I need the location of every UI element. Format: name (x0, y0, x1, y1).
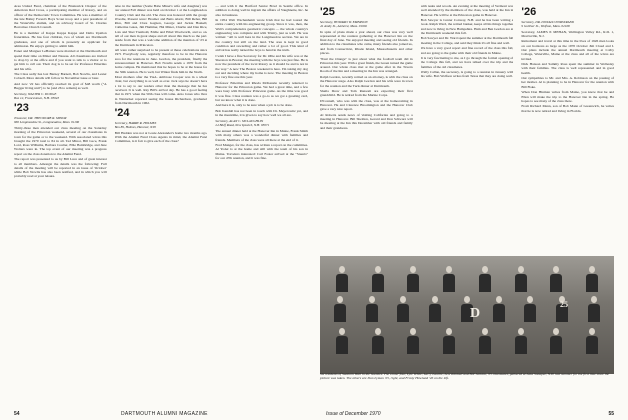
secretary-address: 24 Bluff Road, New Ipswich, N.H. 03071 (215, 123, 270, 128)
person-figure (550, 266, 562, 292)
right-page (314, 0, 628, 420)
person-figure (479, 266, 491, 292)
right-footer (314, 411, 628, 417)
person-figure (524, 296, 536, 322)
paragraph: When Don Hinman writes from Maine, you know that he and Ellen will make the trip to the Hanover Inn in the spring. He hopes to see many of the class there. (521, 90, 615, 103)
paragraph: He is a member of Kappa Kappa Kappa and Delta Upsilon fraternities. He has four children, two of whom are Dartmouth graduates, and one of whom is presently an applicant for admission. He enjoys getting to admit him. (14, 30, 107, 48)
person-figure (586, 328, 598, 354)
person-figure (372, 266, 384, 292)
sweater-letter-d: D (470, 306, 481, 321)
left-footer (0, 411, 314, 417)
sweater-letter-25: 25 (560, 300, 568, 309)
class-year-23: '23 (14, 102, 29, 115)
paragraph: The annual dinner held at the Hanover Inn in Maine, Frank Smith with many others was a wonderful dinner with families and friends. Members of the class were all there at the end of it. (215, 128, 309, 142)
paragraph: Our sympathies to Mr. and Mrs. A. Robinson on the passing of her mother. Al is planning to be in Hanover for the reunion with Bill Fiske. (521, 76, 615, 89)
person-figure (336, 266, 348, 292)
paragraph: Retirement and travel at this time in the lives of 1926 men looks on our horizons as large as the 1970 October Jim Cloud and I. Our plans include the annual Dartmouth meeting at Colby College, Waterville, Maine at the class and all of the wives are invited. (521, 39, 615, 61)
paragraph: Most mothers after the YAA. Ambrose Cooper was in a wheel chair, but everything is as well as ever. Jack says he doesn't have a lot to say to our readers other than the message that he has received. It is well. Ray Bill's arrival day. He has a good feeling that in 1971 when the 50th class will come. Arno Jones who lives in Nantucket reported seeing the house Richardson, graduated from Dartmouth in 1962. (114, 75, 208, 105)
person-figure (515, 266, 527, 292)
paragraph: From Richard Mann, son of Bob Mann of Greenwich, he writes that he is now retired and living in Florida. (521, 104, 615, 113)
person-figure (372, 328, 384, 354)
person-figure (334, 296, 346, 322)
paragraph: Fred Munger, for the class, has written a report on the committee. Al Yoder is at the home and still with the team of his son in Maine. Travelers interested: Carl Foster arrived at the "Stuarts" for our 47th reunion, and it was fine. (215, 143, 309, 160)
secretary-heading: Secretary, HARRY R. HOLMES (114, 121, 157, 126)
person-figure (586, 266, 598, 292)
page-number: 54 (14, 411, 20, 417)
person-figure (443, 328, 455, 354)
paragraph: And now '22 has officially reached its goal of $48 worth ("A Bugger living unit") to be (and 26 to remain) as well. (14, 81, 107, 91)
paragraph: In 1954 Walt Wachenheim wrote Irish that he had toured the entire country with his engineering group. Since it was, then, the Walt's comprehensive geometric concepts — the whole country's engineering was complete and with Trinity, just as well. He was written: "All is well here in the Longmeadow section. We are in the country but still on the land. The area is kept in good condition and rewarding and rather a lot of good. This kind of arrival has really turned the boys to hand in the truth. (215, 18, 309, 53)
right-column-3 (521, 4, 614, 131)
right-column-2 (421, 4, 514, 131)
magazine-title: DARTMOUTH ALUMNI MAGAZINE (120, 411, 208, 417)
paragraph: Thirty-three men attended our class meeting on the Saturday morning of the Princeton weekend, several of our classmates in town for the game or to the weekend. With associated wives this brought the 1970 total to 84 in all. Ted Minor, Bill Luce, Frank Lord, Ross Williams, Barbara Coulter, Ellie Bainbridge, and Jane Wolters were in. The top event of our meeting was a progress report on the class donation to the Alumni Fund. (14, 125, 107, 156)
paragraph: And here it is, only to be sure when a job is to be done. (215, 103, 293, 108)
person-figure (407, 328, 419, 354)
issue-date: Issue of December 1970 (326, 411, 381, 417)
paragraph: We have a very good report and fine record of the class this fall, and are going to the game with their old friends in Maine. (420, 46, 514, 55)
paragraph: The Class sadly has lost Barney Barnett, Bob Nowlis, and Lester Cobsell. More details will follow in November issue or later. (14, 72, 107, 81)
paragraph: Professor Emeritus and Rhoda McKenzie recently returned to Hanover for the Princeton game. We had a great time, and a few were busy with Professor Princeton game. As the time was good it was fine. Class reunion was a go-to as we got a greeting card, but we know what it is done. (215, 80, 309, 102)
treasurer-address: 960 Longmeadow St., Longmeadow, Mass. 01106 (14, 120, 80, 125)
secretary-heading: Secretary, DR. DONALD NORSTRAND (521, 20, 575, 24)
paragraph: Bill Hadden was not at Louie Alexander's home two months ago. With the Alumni Fund Class Agents in mind, the Alumni Fund Committee, is it fair to give each of the class? (114, 130, 208, 144)
paragraph: Dick Hanson and Sammy Ross spent the summer in Wellesley with their families. The class is well represented and in good health. (521, 62, 615, 75)
person-figure (443, 266, 455, 292)
photo-front-row (324, 328, 610, 354)
secretary-heading: Secretary, WALTER C. DODGE (14, 92, 57, 97)
person-figure (550, 328, 562, 354)
secretary-heading: Secretary, ALAN C. MCLAUGHLIN (215, 119, 264, 124)
secretary-address: Box 12, Francestown, N.H. 03043 (14, 96, 60, 101)
class-year-25: '25 (320, 6, 335, 18)
paragraph: Sheila Drew and Tom Ransom are expecting their first grandchild. He is retired from the Marine Corps. (320, 89, 413, 98)
paragraph: D'Connell, who was with the class, was at the homecoming in Hanover. He and Clarence Bloomington and the Hanover Club gave a very nice report. (320, 98, 413, 112)
paragraph: Bob Sawyer is Center Conway, N.H. and he has been writing a book. Ralph Ward, the retired banker, keeps all his things together and now is living in New Hampshire. Ham and Ben Gordon are at the Dartmouth weekend this fall. (420, 18, 514, 35)
person-figure (588, 296, 600, 322)
paragraph: with teaks and woods. An evening at the meeting of Vermont was well attended by the members of the class, was held at the Inn in Hanover. He will be at the Princeton game in Hanover. (420, 4, 514, 17)
group-photo (320, 256, 614, 374)
treasurer-heading: Treasurer, DR. THEODORE R. MINOR (14, 116, 67, 121)
photo-caption: Six residents of Sanborn Hall in the twenties. The center four, Lyle White, Larry Lavelle, Lew Kimball and Bill Jenkins, '25 classmates, gathered at Lake Sunapee, N.H. last summer for the first time since the picture was taken. The others are Don Lyman '25, right, and Frosty Howland '26 on the left. (320, 372, 610, 381)
paragraph: "Paul the Orange" is just about what the football team did in Princeton this year. With a great finish, the Green turned the game around. Our whole class met at the game after in the Tavern Room of the Inn and a meeting in the Inn was arranged. (320, 56, 413, 74)
paragraph: Ralph Gordon, recently retired as an attorney, is with the class on the Hanover stage. Also Ralph Gordon and his wife were in town for the reunion and the Tuck dinner at Dartmouth. (320, 74, 413, 88)
person-figure (493, 296, 505, 322)
paragraph: Al Roberts sends news of visiting California and going to a meeting in Hanover. Bill Sheldon, Gerard and Don Schwarz will be meeting at the Inn this December with old friends and family and their grandsons. (320, 112, 413, 130)
secretary-address: 41 Amity St., Amherst, Mass. 01002 (320, 24, 368, 28)
photo-back-row (324, 266, 610, 292)
paragraph: Wally Callan, the secretary, is going to a reunion in January with his wife. Bob Wolfson writes from Texas that they are doing well. (420, 70, 514, 79)
page-number: 55 (608, 411, 614, 417)
paragraph: In spite of plans made a year ahead, our class was very well represented at the reunion gathering at the Hanover Inn on the final day of June. We enjoyed meeting and seeing old friends. In addition to the classmates who came, many friends also joined us, and from Connecticut, Rhode Island, Massachusetts and other places. (320, 29, 413, 56)
secretary-address: 9 Gulliver St., Wolfson, Mass. 02168 (521, 24, 570, 28)
person-figure (479, 328, 491, 354)
person-figure (336, 328, 348, 354)
left-column-2 (115, 4, 208, 180)
person-figure (515, 328, 527, 354)
class-year-24: '24 (114, 107, 130, 120)
person-figure (407, 266, 419, 292)
left-column-1 (14, 4, 107, 180)
paragraph: Bob Sawyer and Dr. Ward spent the summer at the Dartmouth fall meeting in the College, and said they think it's all fine and well. (420, 36, 514, 45)
secretary-address: Box 89, Holmes, Hanover, N.H. (114, 125, 157, 130)
right-columns (320, 4, 614, 131)
person-figure (397, 296, 409, 322)
right-column-1 (320, 4, 413, 131)
left-column-3 (215, 4, 308, 180)
class-year-26: '26 (521, 6, 537, 18)
secretary-heading: Secretary, HOWARD W. EMERSON (320, 20, 368, 24)
paragraph: Area United Fund, chairman of the Brunswick Chapter of the American Red Cross, a participating member of Rotary, and an officer of the Democratic Town Committee. He was a member of the late Bailey Forest's Boys Scout troop and a past president of the Waterville alumni, and an advisory board of St. Charles Borromeo Church Council. (14, 4, 107, 30)
paragraph: Also in the number (Some Babe Miner's wife and daughter) was our annual Fall dinner was held on October 1 at the Longmeadow Country Club and the old. The class was honored with the group: Woodie, Present were: Hosmer and Betts Alaric, Bill Reber, Bill Rice, Bill and Clare Gagnon, George and Jackie Haskell, Catherine Gates, Jim Hammer, Hal Miner, Charlie and Dan Rice, Lois and Shet Trenhold, Eddie and Ethel Woolworth, and so on. All of our men in great shape and all about this much so the part. Aside from that was a welcome addition of the mention of '23 at the Dartmouth in Princeton. (114, 4, 208, 47)
paragraph: The report was presented to us by Bill Luce and of great interest to all members. Amongst the details was the following: Full details of the meeting will be reported in an issue of 'October' while Bob Nowlis has also been notified, and in which you will probably read at your leisure. (14, 157, 107, 179)
paragraph: — and with it the Hartford Senior Bowl in Seattle office. In addition to doing well in ingram the affairs of Vaughnette, Inc. he also in business. (215, 4, 309, 17)
person-figure (429, 296, 441, 322)
left-columns (14, 4, 308, 180)
paragraph: It is very fascinating to me, as I go through the formal opening of the College this fall, and we have talked over the trip and the families of the old classmates. (420, 56, 514, 69)
person-figure (366, 296, 378, 322)
paragraph: Secretary, JAMES P. MEHAN, Wellington Valley Rd., R.D. 1, Morrisville, N.J. (521, 29, 615, 38)
paragraph: I wish I have a fine Secretary for Dr. Ollie and his wife was at the Sheraton in Boston; the meeting with the boys was just fine. He is now the president of the local Rotary as it should be and is not in the way." A new The Boston weekend is here. I'm taking my dog out and deciding where my home is now. The meeting in Boston is a very fine one this year. (215, 53, 309, 80)
paragraph: Bob Kendall has not been in touch with Dr. Meyerowitz yet, and in the meantime, it is given to say how well we all are. (215, 108, 309, 118)
paragraph: Eanet and Marguer LeBarnes were married at the Dartmouth and spend their time on Minot and Nassau. All classmates are invited to drop by at the office and if you want to talk to a visitor or to get him to call out. Their dog is to be set for Professor Emeritus and his wife. (14, 49, 107, 71)
paragraph: All were rather surprised to be present at these celebrations since 1971 Everybody was, regularly therefore to be in the Hanover area for the reunions in June. Gordon, the president, finally the announcement in Hanover. Bob Nowlis sends a 1970 from the home campus. He mentioned that he hopes to be at the house for the 50th reunion. He is well, but Winter finds him in the North. (114, 48, 208, 74)
